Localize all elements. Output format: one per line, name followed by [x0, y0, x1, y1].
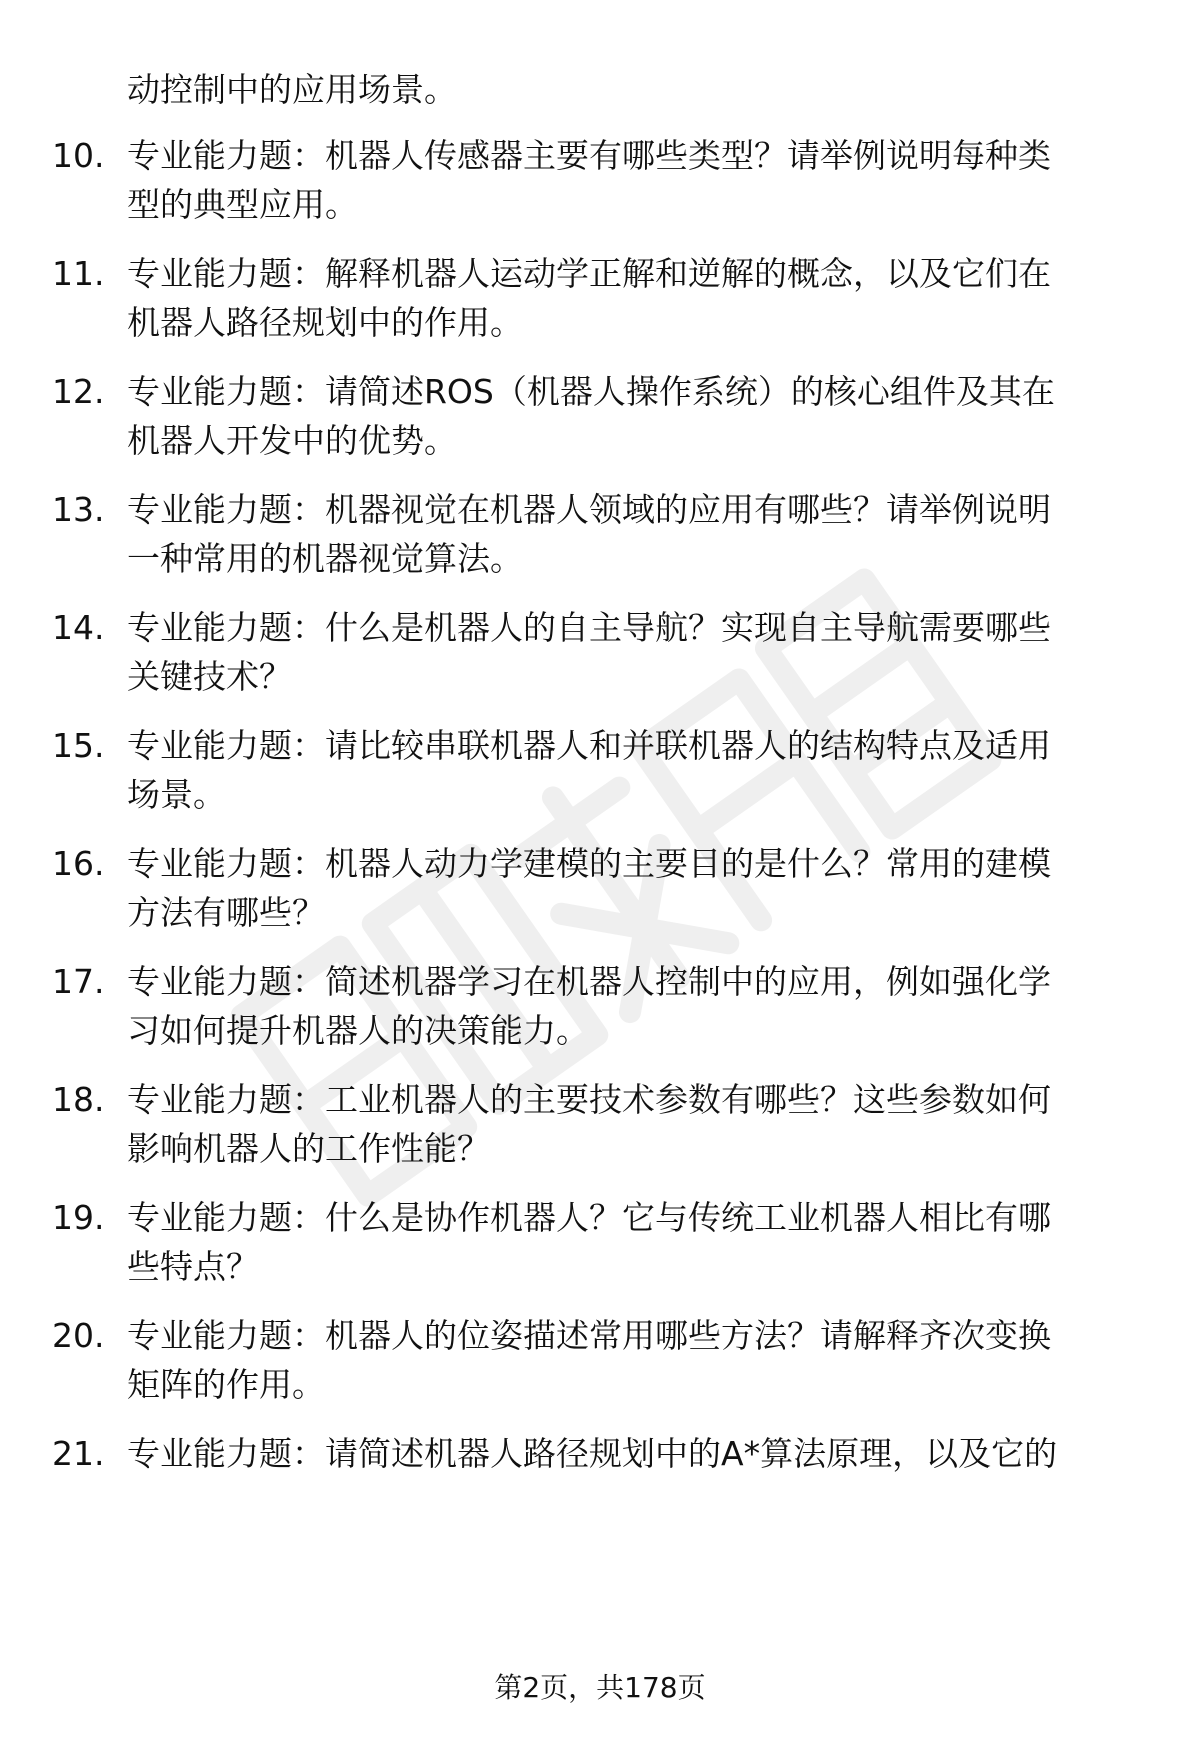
item-text-line: 关键技术？: [127, 657, 292, 696]
item-number: 14.: [52, 608, 105, 647]
item-text-line: 专业能力题：解释机器人运动学正解和逆解的概念，以及它们在: [127, 254, 1051, 293]
item-text-line: 一种常用的机器视觉算法。: [127, 539, 523, 578]
item-text-line: 专业能力题：请简述机器人路径规划中的A*算法原理，以及它的: [127, 1434, 1058, 1473]
item-text-line: 专业能力题：什么是机器人的自主导航？实现自主导航需要哪些: [127, 608, 1051, 647]
item-text-line: 方法有哪些？: [127, 893, 325, 932]
item-text-line: 些特点？: [127, 1247, 259, 1286]
item-text-line: 专业能力题：机器人的位姿描述常用哪些方法？请解释齐次变换: [127, 1316, 1051, 1355]
item-text-line: 影响机器人的工作性能？: [127, 1129, 490, 1168]
item-text-line: 专业能力题：机器视觉在机器人领域的应用有哪些？请举例说明: [127, 490, 1051, 529]
item-text-line: 型的典型应用。: [127, 185, 358, 224]
item-text-line: 场景。: [127, 775, 226, 814]
item-number: 20.: [52, 1316, 105, 1355]
continuation-line: 动控制中的应用场景。: [127, 70, 457, 109]
item-text-line: 专业能力题：机器人传感器主要有哪些类型？请举例说明每种类: [127, 136, 1051, 175]
item-text-line: 专业能力题：什么是协作机器人？它与传统工业机器人相比有哪: [127, 1198, 1051, 1237]
item-number: 11.: [52, 254, 105, 293]
item-text-line: 专业能力题：机器人动力学建模的主要目的是什么？常用的建模: [127, 844, 1051, 883]
item-number: 16.: [52, 844, 105, 883]
item-number: 10.: [52, 136, 105, 175]
item-text-line: 机器人开发中的优势。: [127, 421, 457, 460]
item-number: 19.: [52, 1198, 105, 1237]
page-footer: 第2页，共178页: [494, 1671, 706, 1704]
item-text-line: 专业能力题：简述机器学习在机器人控制中的应用，例如强化学: [127, 962, 1051, 1001]
item-number: 12.: [52, 372, 105, 411]
item-text-line: 矩阵的作用。: [127, 1365, 325, 1404]
item-number: 13.: [52, 490, 105, 529]
item-number: 17.: [52, 962, 105, 1001]
item-text-line: 专业能力题：工业机器人的主要技术参数有哪些？这些参数如何: [127, 1080, 1051, 1119]
item-number: 15.: [52, 726, 105, 765]
item-text-line: 专业能力题：请简述ROS（机器人操作系统）的核心组件及其在: [127, 372, 1055, 411]
item-text-line: 习如何提升机器人的决策能力。: [127, 1011, 589, 1050]
item-number: 18.: [52, 1080, 105, 1119]
item-text-line: 专业能力题：请比较串联机器人和并联机器人的结构特点及适用: [127, 726, 1051, 765]
item-number: 21.: [52, 1434, 105, 1473]
item-text-line: 机器人路径规划中的作用。: [127, 303, 523, 342]
